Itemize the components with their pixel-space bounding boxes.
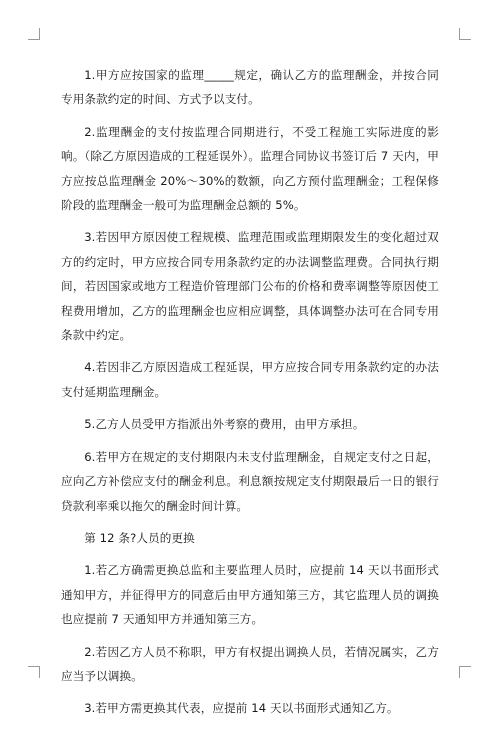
paragraph-4: 4.若因非乙方原因造成工程延误，甲方应按合同专用条款约定的办法支付延期监理酬金。 — [61, 360, 439, 399]
document-body — [61, 63, 439, 729]
paragraph-1: 1.甲方应按国家的监理_____规定，确认乙方的监理酬金，并按合同专用条款约定的时间、方式予以支付。 — [61, 68, 439, 107]
paragraph-5: 5.乙方人员受甲方指派出外考察的费用，由甲方承担。 — [84, 417, 365, 432]
crop-mark-bottom-right — [459, 666, 471, 678]
crop-mark-top-right — [459, 28, 471, 40]
paragraph-8: 2.若因乙方人员不称职，甲方有权提出调换人员，若情况属实，乙方应当予以调换。 — [61, 644, 439, 683]
paragraph-7: 1.若乙方确需更换总监和主要监理人员时，应提前 14 天以书面形式通知甲方，并征得甲方的同意后由甲方通知第三方，其它监理人员的调换也应提前 7 天通知甲方并通知第三方。 — [61, 563, 439, 627]
paragraph-6: 6.若甲方在规定的支付期限内未支付监理酬金，自规定支付之日起，应向乙方补偿应支付的酬金利息。利息额按规定支付期限最后一日的银行贷款利率乘以拖欠的酬金时间计算。 — [61, 449, 439, 513]
paragraph-9: 3.若甲方需更换其代表，应提前 14 天以书面形式通知乙方。 — [84, 701, 399, 716]
crop-mark-top-left — [28, 28, 40, 40]
crop-mark-bottom-left — [28, 666, 40, 678]
section-heading: 第 12 条?人员的更换 — [84, 530, 195, 545]
paragraph-2: 2.监理酬金的支付按监理合同期进行，不受工程施工实际进度的影响。（除乙方原因造成的工程延误外）。监理合同协议书签订后 7 天内，甲方应按总监理酬金 20%～30%的数额，向乙方预付监理酬金；工程保修阶段的监理酬金一般可为监理酬金总额的 5%。 — [61, 124, 439, 213]
paragraph-3: 3.若因甲方原因使工程规模、监理范围或监理期限发生的变化超过双方的约定时，甲方应按合同专用条款约定的办法调整监理费。合同执行期间，若因国家或地方工程造价管理部门公布的价格和费率调整等原因使工程费用增加，乙方的监理酬金也应相应调整，具体调整办法可在合同专用条款中约定。 — [61, 230, 439, 343]
